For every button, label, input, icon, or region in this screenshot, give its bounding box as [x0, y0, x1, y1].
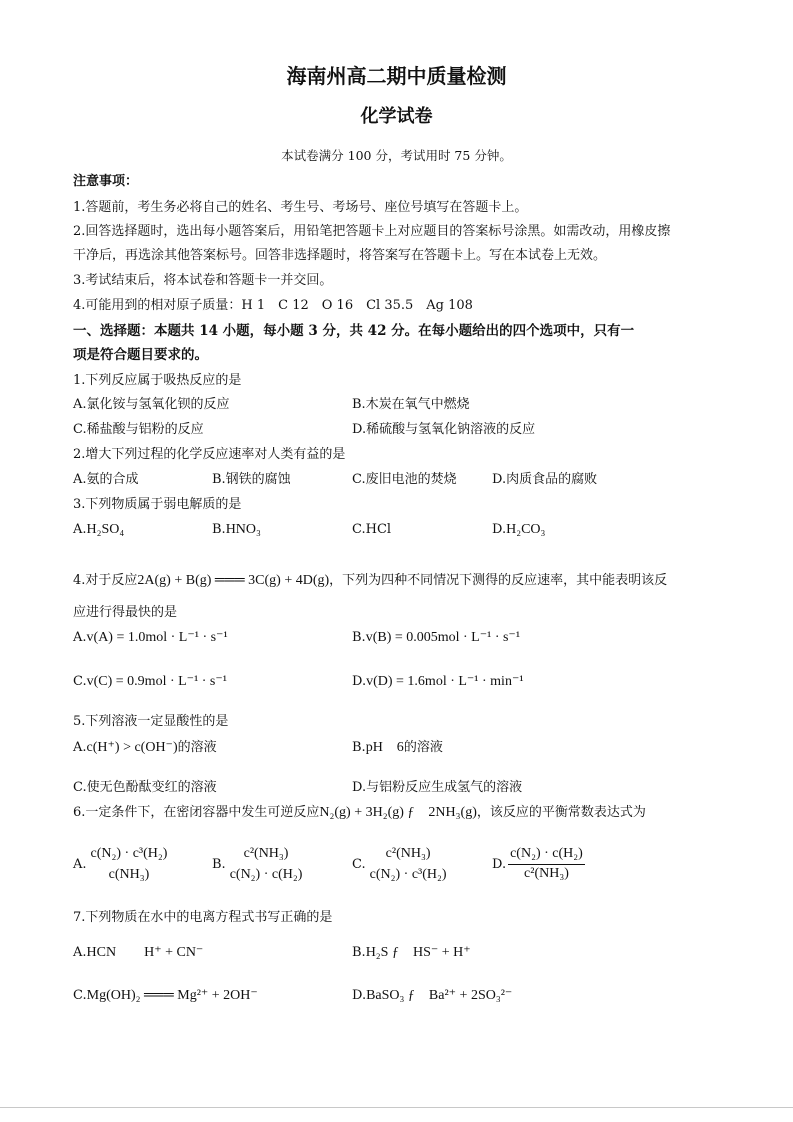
q2-option-d: D.肉质食品的腐败: [492, 472, 598, 487]
q7-formula-a: HCN H⁺ + CN⁻: [86, 945, 204, 960]
exam-info: 本试卷满分 100 分，考试用时 75 分钟。: [281, 148, 512, 163]
q3-option-a: A.H₂SO₄: [73, 522, 125, 537]
q6-fraction-a: c(N₂) · c³(H₂) c(NH₃): [90, 846, 168, 882]
q1-option-c: C.稀盐酸与铝粉的反应: [73, 422, 204, 437]
q6-reaction-equation: N₂(g) + 3H₂(g) ƒ 2NH₃(g): [319, 805, 477, 820]
q6-fraction-b: c²(NH₃) c(N₂) · c(H₂): [229, 846, 303, 882]
q1-stem: 1.下列反应属于吸热反应的是: [73, 373, 242, 388]
q6-fraction-d: $\frac{\text{c(N₂) · c(H₂)}}{\text{c²(NH₃)}}$: [510, 846, 583, 881]
q3-formula-a: H₂SO₄: [86, 522, 125, 537]
q3-formula-d: H₂CO₃: [506, 522, 546, 537]
paper-subtitle: 化学试卷: [360, 106, 433, 127]
paper-title: 海南州高二期中质量检测: [286, 64, 507, 88]
q3-option-b: B.HNO₃: [212, 522, 261, 537]
q6-fraction-c: c²(NH₃) c(N₂) · c³(H₂): [369, 846, 447, 882]
note-3: 3.考试结束后，将本试卷和答题卡一并交回。: [73, 273, 333, 288]
note-2-line2: 干净后，再选涂其他答案标号。回答非选择题时，将答案写在答题卡上。写在本试卷上无效。: [73, 248, 607, 263]
q6-option-c: C. c²(NH₃) c(N₂) · c³(H₂): [352, 846, 447, 882]
q7-option-d: D.BaSO₃ ƒ Ba²⁺ + 2SO₃²⁻: [352, 988, 513, 1003]
q5-formula-a: c(H⁺) > c(OH⁻): [86, 740, 178, 755]
note-1: 1.答题前，考生务必将自己的姓名、考生号、考场号、座位号填写在答题卡上。: [73, 200, 528, 215]
q4-option-c: C.v(C) = 0.9mol · L⁻¹ · s⁻¹: [73, 674, 227, 689]
q7-formula-c: Mg(OH)₂ ═══ Mg²⁺ + 2OH⁻: [86, 988, 258, 1003]
q5-formula-b: pH 6: [365, 740, 404, 755]
q7-formula-d: BaSO₃ ƒ Ba²⁺ + 2SO₃²⁻: [366, 988, 513, 1003]
q2-option-c: C.废旧电池的焚烧: [352, 472, 457, 487]
q5-stem: 5.下列溶液一定显酸性的是: [73, 714, 229, 729]
q4-stem-line1: 4.对于反应2A(g) + B(g) ═══ 3C(g) + 4D(g)，下列为四种不同情况下测得的反应速率，其中能表明该反: [73, 573, 668, 588]
section-heading-line1: 一、选择题：本题共 14 小题，每小题 3 分，共 42 分。在每小题给出的四个选项中，只有一: [73, 323, 635, 339]
q7-option-b: B.H₂S ƒ HS⁻ + H⁺: [352, 945, 471, 960]
q2-stem: 2.增大下列过程的化学反应速率对人类有益的是: [73, 447, 346, 462]
q6-option-b: B. c²(NH₃) c(N₂) · c(H₂): [212, 846, 303, 882]
q4-formula-a: v(A) = 1.0mol · L⁻¹ · s⁻¹: [86, 630, 228, 645]
q3-formula-b: HNO₃: [225, 522, 261, 537]
q1-option-a: A.氯化铵与氢氧化钡的反应: [73, 397, 230, 412]
q3-stem: 3.下列物质属于弱电解质的是: [73, 497, 242, 512]
q4-formula-c: v(C) = 0.9mol · L⁻¹ · s⁻¹: [86, 674, 227, 689]
q4-stem-line2: 应进行得最快的是: [73, 605, 178, 620]
q5-option-c: C.使无色酚酞变红的溶液: [73, 780, 217, 795]
q2-option-a: A.氨的合成: [73, 472, 139, 487]
q6-option-d: D. $\frac{\text{c(N₂) · c(H₂)}}{\text{c²(NH₃)}}$: [492, 846, 583, 881]
q2-option-b: B.钢铁的腐蚀: [212, 472, 291, 487]
q7-formula-b: H₂S ƒ HS⁻ + H⁺: [365, 945, 471, 960]
q5-option-d: D.与铝粉反应生成氢气的溶液: [352, 780, 523, 795]
q7-option-c: C.Mg(OH)₂ ═══ Mg²⁺ + 2OH⁻: [73, 988, 258, 1003]
q1-option-b: B.木炭在氧气中燃烧: [352, 397, 470, 412]
q7-stem: 7.下列物质在水中的电离方程式书写正确的是: [73, 910, 333, 925]
notes-heading: 注意事项：: [73, 174, 139, 189]
q4-option-b: B.v(B) = 0.005mol · L⁻¹ · s⁻¹: [352, 630, 521, 645]
q6-stem: 6.一定条件下，在密闭容器中发生可逆反应N₂(g) + 3H₂(g) ƒ 2NH₃(g)，该反应的平衡常数表达式为: [73, 805, 646, 820]
note-4: 4.可能用到的相对原子质量：H 1 C 12 O 16 Cl 35.5 Ag 108: [73, 298, 473, 313]
q4-reaction-equation: 2A(g) + B(g) ═══ 3C(g) + 4D(g): [137, 573, 330, 588]
q4-formula-d: v(D) = 1.6mol · L⁻¹ · min⁻¹: [366, 674, 524, 689]
section-heading-line2: 项是符合题目要求的。: [73, 347, 208, 363]
q1-option-d: D.稀硫酸与氢氧化钠溶液的反应: [352, 422, 536, 437]
page-bottom-divider: [0, 1107, 793, 1108]
q4-option-d: D.v(D) = 1.6mol · L⁻¹ · min⁻¹: [352, 674, 524, 689]
q4-formula-b: v(B) = 0.005mol · L⁻¹ · s⁻¹: [365, 630, 521, 645]
q6-option-a: A. c(N₂) · c³(H₂) c(NH₃): [73, 846, 168, 882]
q7-option-a: A.HCN H⁺ + CN⁻: [73, 945, 204, 960]
q5-option-b: B.pH 6的溶液: [352, 740, 443, 755]
note-2-line1: 2.回答选择题时，选出每小题答案后，用铅笔把答题卡上对应题目的答案标号涂黑。如需改动，用橡皮擦: [73, 224, 671, 239]
q5-option-a: A.c(H⁺) > c(OH⁻)的溶液: [73, 740, 217, 755]
q3-option-d: D.H₂CO₃: [492, 522, 546, 537]
q3-option-c: C.HCl: [352, 522, 392, 537]
q4-option-a: A.v(A) = 1.0mol · L⁻¹ · s⁻¹: [73, 630, 228, 645]
